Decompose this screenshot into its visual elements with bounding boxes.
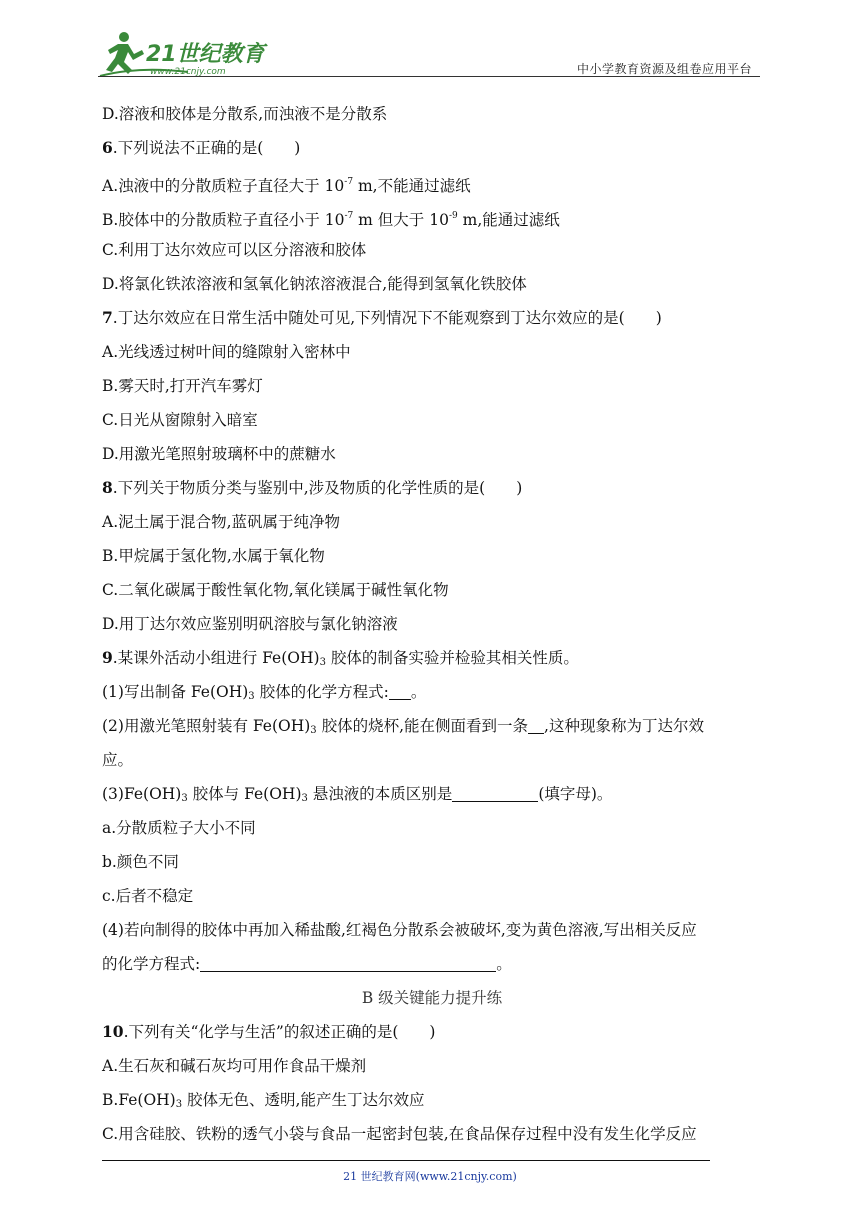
text: C.利用丁达尔效应可以区分溶液和胶体: [102, 241, 367, 259]
question-number: 9: [102, 648, 113, 667]
footer-divider: [102, 1160, 710, 1161]
question-7: [102, 301, 762, 335]
text: (2)用激光笔照射装有 Fe(OH): [102, 717, 311, 735]
text: B.雾天时,打开汽车雾灯: [102, 377, 263, 395]
answer-blank[interactable]: [452, 786, 538, 802]
text: B.甲烷属于氢化物,水属于氧化物: [102, 547, 325, 565]
text: (1)写出制备 Fe(OH): [102, 683, 249, 701]
q10-option-a: [102, 1049, 762, 1083]
question-stem: .下列有关“化学与生活”的叙述正确的是( ): [123, 1023, 436, 1041]
subscript: 3: [175, 1099, 183, 1110]
q7-option-b: [102, 369, 762, 403]
text: m,不能通过滤纸: [353, 177, 471, 195]
q9-part-2: [102, 709, 762, 743]
text: (填字母)。: [538, 785, 613, 803]
svg-text:www.21cnjy.com: www.21cnjy.com: [150, 67, 226, 77]
question-stem: .丁达尔效应在日常生活中随处可见,下列情况下不能观察到丁达尔效应的是( ): [112, 309, 662, 327]
q6-option-d: [102, 267, 762, 301]
q7-option-a: [102, 335, 762, 369]
question-8: [102, 471, 762, 505]
page-header: [98, 28, 760, 80]
text: 。: [496, 955, 512, 973]
text: ,这种现象称为丁达尔效: [544, 717, 704, 735]
q6-option-c: [102, 233, 762, 267]
q9-part-4-cont: [102, 947, 762, 981]
q8-option-d: [102, 607, 762, 641]
text: D.将氯化铁浓溶液和氢氧化钠浓溶液混合,能得到氢氧化铁胶体: [102, 275, 527, 293]
question-number: 10: [102, 1022, 124, 1041]
svg-text:21世纪教育: 21世纪教育: [146, 42, 265, 67]
question-6: [102, 131, 762, 165]
q9-option-c: [102, 879, 762, 913]
text: 胶体的烧杯,能在侧面看到一条: [316, 717, 529, 735]
text: C.用含硅胶、铁粉的透气小袋与食品一起密封包装,在食品保存过程中没有发生化学反应: [102, 1125, 697, 1143]
answer-blank[interactable]: [389, 684, 411, 700]
q9-part-1: [102, 675, 762, 709]
text: .某课外活动小组进行 Fe(OH): [112, 649, 320, 667]
text: D.用丁达尔效应鉴别明矾溶胶与氯化钠溶液: [102, 615, 398, 633]
text: B.胶体中的分散质粒子直径小于 10: [102, 211, 345, 229]
text: b.颜色不同: [102, 853, 179, 871]
q8-option-c: [102, 573, 762, 607]
answer-blank[interactable]: [200, 956, 496, 972]
site-logo: [98, 28, 268, 80]
q9-part-3: [102, 777, 762, 811]
text: 胶体的制备实验并检验其相关性质。: [325, 649, 579, 667]
text: D.用激光笔照射玻璃杯中的蔗糖水: [102, 445, 336, 463]
section-title: B 级关键能力提升练: [361, 989, 503, 1007]
text: B.Fe(OH): [102, 1091, 176, 1109]
text: 胶体的化学方程式:: [254, 683, 389, 701]
exponent: -7: [344, 211, 354, 221]
exponent: -9: [448, 211, 458, 221]
q6-option-a: [102, 165, 762, 199]
text: c.后者不稳定: [102, 887, 194, 905]
q8-option-b: [102, 539, 762, 573]
text: 应。: [102, 751, 134, 769]
text: a.分散质粒子大小不同: [102, 819, 256, 837]
text: 。: [410, 683, 427, 701]
q7-option-d: [102, 437, 762, 471]
text: m 但大于 10: [353, 211, 449, 229]
q9-part-2-cont: [102, 743, 762, 777]
subscript: 3: [310, 725, 317, 736]
text: C.二氧化碳属于酸性氧化物,氧化镁属于碱性氧化物: [102, 581, 449, 599]
question-10: [102, 1015, 762, 1049]
q5-option-d: [102, 97, 762, 131]
page-footer: 21 世纪教育网(www.21cnjy.com): [343, 1170, 517, 1183]
q10-option-c: [102, 1117, 762, 1151]
subscript: 3: [248, 691, 255, 702]
text: 胶体无色、透明,能产生丁达尔效应: [182, 1091, 425, 1109]
q10-option-b: [102, 1083, 762, 1117]
exponent: -7: [344, 177, 354, 187]
answer-blank[interactable]: [528, 718, 544, 734]
platform-name: 中小学教育资源及组卷应用平台: [576, 62, 752, 76]
subscript: 3: [301, 793, 308, 804]
text: A.泥土属于混合物,蓝矾属于纯净物: [102, 513, 341, 531]
question-number: 8: [102, 478, 113, 497]
text: A.浊液中的分散质粒子直径大于 10: [102, 177, 345, 195]
text: (4)若向制得的胶体中再加入稀盐酸,红褐色分散系会被破坏,变为黄色溶液,写出相关反应: [102, 921, 697, 939]
question-stem: .下列关于物质分类与鉴别中,涉及物质的化学性质的是( ): [112, 479, 523, 497]
subscript: 3: [181, 793, 188, 804]
document-body: [102, 97, 762, 1151]
text: 悬浊液的本质区别是: [307, 785, 453, 803]
text: m,能通过滤纸: [457, 211, 560, 229]
text: D.溶液和胶体是分散系,而浊液不是分散系: [102, 105, 388, 123]
q9-option-a: [102, 811, 762, 845]
q9-option-b: [102, 845, 762, 879]
q7-option-c: [102, 403, 762, 437]
text: (3)Fe(OH): [102, 785, 182, 803]
q6-option-b: [102, 199, 762, 233]
q8-option-a: [102, 505, 762, 539]
text: C.日光从窗隙射入暗室: [102, 411, 258, 429]
text: 的化学方程式:: [102, 955, 201, 973]
question-number: 6: [102, 138, 113, 157]
question-stem: .下列说法不正确的是( ): [112, 139, 301, 157]
question-number: 7: [102, 308, 113, 327]
header-divider: [98, 76, 760, 77]
text: A.生石灰和碱石灰均可用作食品干燥剂: [102, 1057, 367, 1075]
question-9: [102, 641, 762, 675]
q9-part-4: [102, 913, 762, 947]
text: A.光线透过树叶间的缝隙射入密林中: [102, 343, 351, 361]
subscript: 3: [319, 657, 326, 668]
text: 胶体与 Fe(OH): [187, 785, 302, 803]
